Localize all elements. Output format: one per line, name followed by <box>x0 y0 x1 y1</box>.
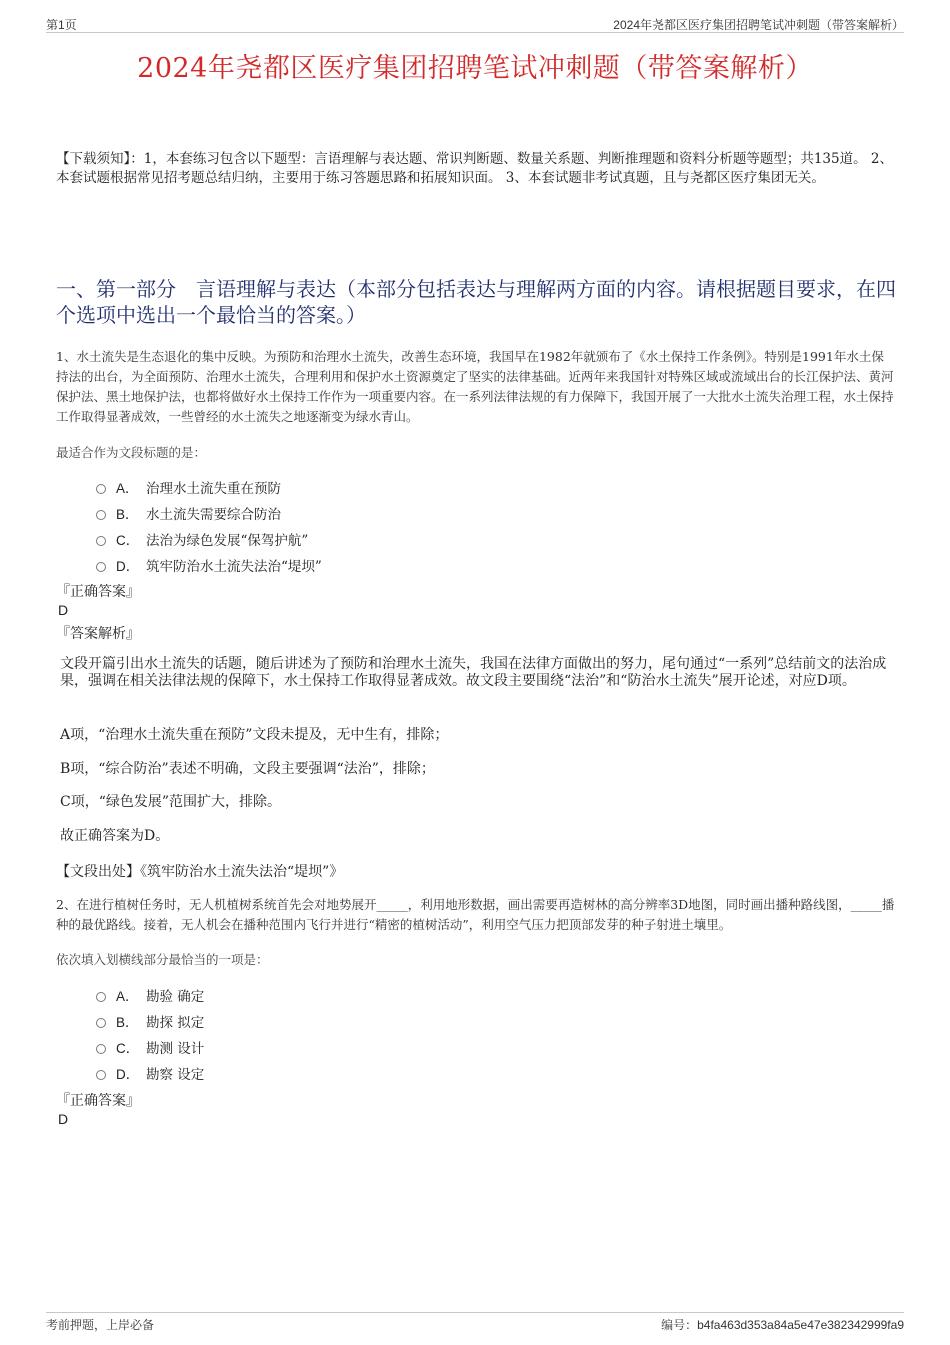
question-1-text: 1、水土流失是生态退化的集中反映。为预防和治理水土流失，改善生态环境，我国早在1982年就颁布了《水土保持工作条例》。特别是1991年水土保持法的出台，为全面预防、治理水土流失，合理利用和保护水土资源奠定了坚实的法律基础。近两年来我国针对特殊区域或流域出台的长江保护法、黄河保护法、黑土地保护法，也都将做好水土保持工作作为一项重要内容。在一系列法律法规的有力保障下，我国开展了一大批水土流失治理工程，水土保持工作取得显著成效，一些曾经的水土流失之地逐渐变为绿水青山。 <box>56 349 894 424</box>
q1-analysis-conclusion: 故正确答案为D。 <box>60 828 170 844</box>
q2-answer: D <box>58 1111 69 1127</box>
question-1-prompt: 最适合作为文段标题的是： <box>56 445 207 460</box>
option-letter: C． <box>116 1041 140 1056</box>
option-text: 勘察 设定 <box>146 1067 205 1083</box>
q1-analysis-c: C项，“绿色发展”范围扩大，排除。 <box>60 794 282 810</box>
option-text: 勘探 拟定 <box>146 1015 205 1031</box>
page-footer <box>46 1312 904 1333</box>
option-letter: D． <box>116 559 140 574</box>
radio-icon[interactable] <box>96 992 106 1002</box>
q1-answer: D <box>58 602 69 618</box>
q2-answer-label: 『正确答案』 <box>56 1093 140 1109</box>
section-title: 一、第一部分 言语理解与表达（本部分包括表达与理解两方面的内容。请根据题目要求，在四个选项中选出一个最恰当的答案。） <box>56 277 896 327</box>
q1-answer-label: 『正确答案』 <box>56 584 140 600</box>
q1-option-b[interactable] <box>96 503 281 523</box>
option-text: 治理水土流失重在预防 <box>146 481 281 497</box>
option-text: 勘测 设计 <box>146 1041 205 1057</box>
q1-option-a[interactable] <box>96 477 281 497</box>
q1-option-c[interactable] <box>96 529 308 549</box>
download-notice: 【下载须知】：1，本套练习包含以下题型：言语理解与表达题、常识判断题、数量关系题、判断推理题和资料分析题等题型；共135道。 2、本套试题根据常见招考题总结归纳，主要用于练习答题思路和拓展知识面。 3、本套试题非考试真题，且与尧都区医疗集团无关。 <box>56 151 893 186</box>
q2-option-a[interactable] <box>96 985 204 1005</box>
radio-icon[interactable] <box>96 562 106 572</box>
q2-option-c[interactable] <box>96 1037 204 1057</box>
option-letter: A． <box>116 989 139 1004</box>
option-letter: D． <box>116 1067 140 1082</box>
footer-slogan: 考前押题，上岸必备 <box>46 1318 155 1332</box>
option-letter: B． <box>116 1015 139 1030</box>
q1-analysis-paragraph: 文段开篇引出水土流失的话题，随后讲述为了预防和治理水土流失，我国在法律方面做出的努力，尾句通过“一系列”总结前文的法治成果，强调在相关法律法规的保障下，水土保持工作取得显著成效。故文段主要围绕“法治”和“防治水土流失”展开论述，对应D项。 <box>60 656 887 689</box>
radio-icon[interactable] <box>96 536 106 546</box>
radio-icon[interactable] <box>96 1018 106 1028</box>
q1-source: 【文段出处】《筑牢防治水土流失法治“堤坝”》 <box>56 864 344 880</box>
option-letter: B． <box>116 507 139 522</box>
option-text: 筑牢防治水土流失法治“堤坝” <box>146 559 322 575</box>
q1-analysis-a: A项，“治理水土流失重在预防”文段未提及，无中生有，排除； <box>60 727 449 743</box>
radio-icon[interactable] <box>96 1070 106 1080</box>
header-doc-title: 2024年尧都区医疗集团招聘笔试冲刺题（带答案解析） <box>613 18 904 32</box>
q1-analysis-label: 『答案解析』 <box>56 626 140 642</box>
q1-option-d[interactable] <box>96 555 322 575</box>
q2-option-d[interactable] <box>96 1063 204 1083</box>
option-letter: A． <box>116 481 139 496</box>
page-header <box>46 14 904 33</box>
radio-icon[interactable] <box>96 484 106 494</box>
option-text: 法治为绿色发展“保驾护航” <box>146 533 309 549</box>
question-2-text: 2、在进行植树任务时，无人机植树系统首先会对地势展开_____，利用地形数据，画出需要再造树林的高分辨率3D地图，同时画出播种路线图，_____播种的最优路线。接着，无人机会在播种范围内飞行并进行“精密的植树活动”，利用空气压力把顶部发芽的种子射进土壤里。 <box>56 897 895 932</box>
radio-icon[interactable] <box>96 510 106 520</box>
option-text: 勘验 确定 <box>146 989 205 1005</box>
option-text: 水土流失需要综合防治 <box>146 507 281 523</box>
q2-option-b[interactable] <box>96 1011 204 1031</box>
question-2-prompt: 依次填入划横线部分最恰当的一项是： <box>56 952 269 967</box>
radio-icon[interactable] <box>96 1044 106 1054</box>
q1-analysis-b: B项，“综合防治”表述不明确，文段主要强调“法治”，排除； <box>60 761 435 777</box>
document-title: 2024年尧都区医疗集团招聘笔试冲刺题（带答案解析） <box>137 53 813 84</box>
footer-doc-id: 编号：b4fa463d353a84a5e47e382342999fa9 <box>661 1318 904 1332</box>
page-number: 第1页 <box>46 18 77 32</box>
option-letter: C． <box>116 533 140 548</box>
